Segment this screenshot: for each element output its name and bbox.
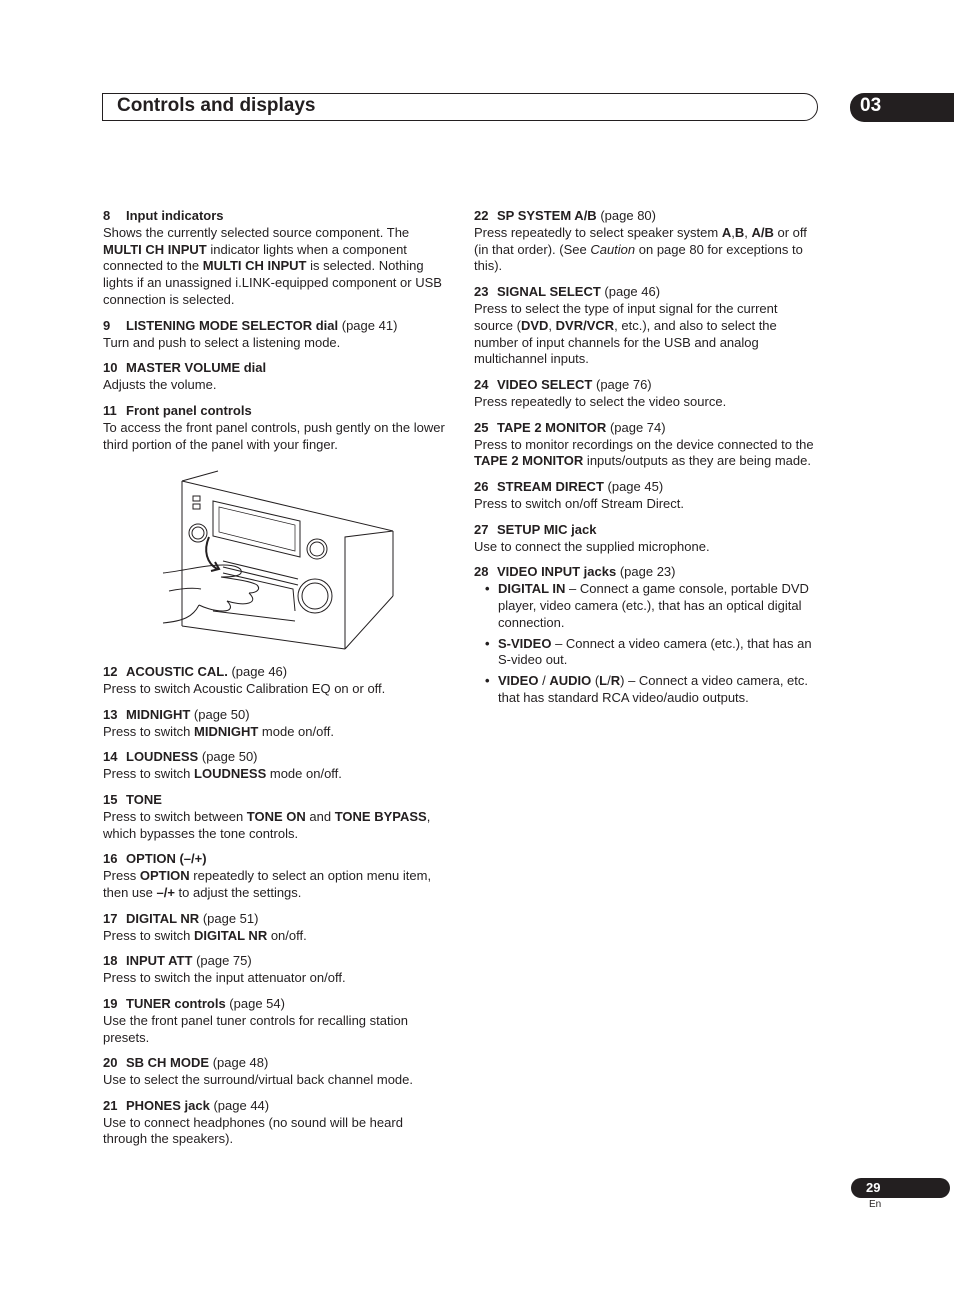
text: (: [591, 673, 600, 689]
bold-term: MULTI CH INPUT: [202, 258, 307, 274]
text: ,: [548, 317, 556, 333]
text: Press to switch: [103, 766, 195, 782]
text: on/off.: [267, 927, 307, 943]
item-title: INPUT ATT: [126, 953, 193, 969]
text: Press to monitor recordings on the device connected to the: [474, 436, 814, 452]
item-description: To access the front panel controls, push gently on the lower third portion of the panel with your finger.: [103, 419, 445, 452]
item-title: Input indicators: [126, 208, 224, 223]
item-12: [103, 664, 449, 698]
item-title: VIDEO INPUT jacks: [497, 564, 617, 580]
item-number: 28: [474, 564, 489, 580]
right-column: [474, 208, 820, 716]
text: ,: [744, 224, 752, 240]
item-10: [103, 360, 449, 394]
item-heading: [103, 749, 449, 766]
item-description: [474, 301, 820, 368]
item-heading: [474, 208, 820, 225]
text: Press repeatedly to select speaker system: [474, 224, 722, 240]
item-8: [103, 208, 449, 309]
text: indicator lights when a component connected to the: [103, 241, 407, 274]
page-number: 29: [866, 1180, 881, 1195]
item-number: 12: [103, 664, 118, 680]
text: repeatedly to select an option menu item, then use: [103, 868, 432, 900]
text: , etc.), and also to select the number of input channels for the USB and analog multichannel inputs.: [474, 317, 777, 367]
item-description: Use the front panel tuner controls for recalling station presets.: [103, 1012, 408, 1045]
item-number: 26: [474, 479, 489, 495]
text: mode on/off.: [258, 723, 334, 739]
text: – Connect a game console, portable DVD player, video camera (etc.), that has an optical digital connection.: [498, 581, 809, 630]
bold-term: AUDIO: [549, 673, 592, 689]
item-number: 17: [103, 910, 118, 926]
item-heading: [103, 707, 449, 724]
item-heading: [103, 911, 449, 928]
item-14: [103, 749, 449, 783]
chapter-number: 03: [860, 95, 882, 116]
text: on page 80 for exceptions to this).: [474, 241, 803, 274]
item-title: VIDEO SELECT: [497, 377, 593, 393]
item-description: [103, 868, 449, 902]
page-reference: (page 75): [196, 953, 252, 969]
item-description: [103, 928, 449, 945]
italic-term: Caution: [590, 241, 636, 257]
item-26: [474, 479, 820, 513]
item-title: Front panel controls: [126, 402, 252, 418]
item-heading: [103, 996, 449, 1013]
item-heading: [103, 664, 449, 681]
item-heading: [103, 208, 449, 225]
item-description: [103, 809, 449, 843]
item-20: [103, 1055, 449, 1089]
item-heading: [474, 420, 820, 437]
item-number: 15: [103, 791, 118, 807]
item-heading: [103, 360, 449, 377]
item-heading: [474, 522, 820, 539]
item-11: [103, 403, 449, 453]
item-number: 20: [103, 1055, 118, 1071]
bullet-icon: •: [485, 635, 490, 651]
item-28: [474, 564, 820, 706]
item-heading: [103, 1055, 449, 1072]
item-title: SP SYSTEM A/B: [497, 208, 597, 223]
item-description: Turn and push to select a listening mode.: [103, 334, 341, 350]
item-description: [103, 724, 449, 741]
text: or off (in that order). (See: [474, 224, 807, 257]
text: ,: [731, 224, 735, 240]
item-description: Use to select the surround/virtual back channel mode.: [103, 1072, 414, 1088]
bold-term: DIGITAL IN: [498, 581, 566, 597]
text: Press to switch: [103, 927, 195, 943]
list-item: [474, 673, 820, 707]
bold-term: A/B: [751, 224, 774, 240]
item-title: LISTENING MODE SELECTOR dial: [126, 317, 339, 333]
bold-term: DVD: [520, 317, 549, 333]
item-number: 11: [103, 402, 117, 418]
item-23: [474, 284, 820, 368]
item-15: [103, 792, 449, 842]
item-9: [103, 318, 449, 352]
item-title: DIGITAL NR: [126, 910, 200, 926]
item-heading: [474, 479, 820, 496]
item-22: [474, 208, 820, 275]
text: Press to switch between: [103, 808, 247, 824]
item-title: MIDNIGHT: [126, 706, 191, 722]
text: Press: [103, 868, 140, 884]
language-label: En: [869, 1199, 882, 1210]
page-reference: (page 48): [212, 1055, 269, 1071]
item-19: [103, 996, 449, 1046]
item-description: Press to switch on/off Stream Direct.: [474, 495, 684, 511]
text: – Connect a video camera (etc.), that has an S-video out.: [498, 635, 812, 668]
item-17: [103, 911, 449, 945]
item-number: 21: [103, 1097, 118, 1113]
page-reference: (page 80): [600, 208, 656, 223]
item-24: [474, 377, 820, 411]
item-description: Press repeatedly to select the video source.: [474, 393, 727, 409]
item-title: SETUP MIC jack: [497, 521, 597, 537]
text: is selected. Nothing lights if an unassigned i.LINK-equipped component or USB connection is selected.: [103, 258, 442, 307]
item-27: [474, 522, 820, 556]
item-title: ACOUSTIC CAL.: [126, 664, 228, 680]
page-reference: (page 76): [595, 377, 652, 393]
page-title: Controls and displays: [117, 95, 316, 116]
bold-term: TAPE 2 MONITOR: [474, 453, 584, 469]
left-column: [103, 208, 449, 1157]
page-reference: (page 51): [202, 910, 259, 926]
item-number: 10: [103, 360, 118, 376]
text: Shows the currently selected source component. The: [103, 224, 410, 240]
item-number: 8: [103, 208, 111, 223]
item-description: Use to connect headphones (no sound will be heard through the speakers).: [103, 1114, 403, 1147]
item-number: 16: [103, 851, 118, 867]
item-number: 14: [103, 749, 118, 765]
bullet-icon: •: [485, 673, 490, 689]
text: to adjust the settings.: [174, 884, 302, 900]
bold-term: DVR/VCR: [555, 317, 615, 333]
page-reference: (page 50): [201, 749, 258, 765]
list-item: [474, 581, 820, 631]
item-heading: [103, 953, 449, 970]
item-title: TUNER controls: [126, 995, 226, 1011]
text: Press to select the type of input signal for the current source (: [474, 300, 778, 333]
bold-term: B: [734, 224, 745, 240]
item-heading: [103, 792, 449, 809]
text: and: [305, 808, 335, 824]
bold-term: VIDEO: [498, 673, 539, 689]
item-number: 13: [103, 706, 118, 722]
item-title: SIGNAL SELECT: [497, 284, 601, 300]
page-reference: (page 45): [607, 479, 664, 495]
item-heading: [474, 377, 820, 394]
page-reference: (page 46): [604, 284, 661, 300]
item-number: 24: [474, 377, 489, 393]
text: /: [607, 673, 611, 689]
bold-term: R: [610, 673, 621, 689]
item-heading: [103, 851, 449, 868]
item-21: [103, 1098, 449, 1148]
item-heading: [103, 318, 449, 335]
item-title: PHONES jack: [126, 1097, 210, 1113]
item-18: [103, 953, 449, 987]
bold-term: –/+: [156, 884, 175, 900]
item-description: [103, 766, 449, 783]
item-description: Use to connect the supplied microphone.: [474, 538, 710, 554]
bold-term: DIGITAL NR: [194, 927, 268, 943]
bold-term: L: [599, 673, 608, 689]
bold-term: A: [721, 224, 732, 240]
item-number: 27: [474, 521, 489, 537]
text: /: [538, 673, 550, 689]
item-title: TONE: [126, 791, 162, 807]
text: inputs/outputs as they are being made.: [583, 453, 811, 469]
page-reference: (page 74): [609, 419, 666, 435]
item-description: [474, 225, 820, 275]
bold-term: MIDNIGHT: [194, 723, 259, 739]
item-number: 9: [103, 317, 111, 333]
item-number: 18: [103, 953, 118, 969]
text: Press to switch: [103, 723, 195, 739]
item-description: Press to switch Acoustic Calibration EQ on or off.: [103, 680, 386, 696]
bold-term: MULTI CH INPUT: [103, 241, 207, 257]
page-reference: (page 50): [193, 706, 250, 722]
item-number: 19: [103, 995, 118, 1011]
bold-term: TONE ON: [246, 808, 306, 824]
item-title: STREAM DIRECT: [497, 479, 604, 495]
bold-term: S-VIDEO: [498, 635, 552, 651]
item-16: [103, 851, 449, 901]
text: , which bypasses the tone controls.: [103, 808, 431, 841]
page-reference: (page 41): [341, 317, 398, 333]
bold-term: OPTION: [139, 868, 190, 884]
text: ) – Connect a video camera, etc. that has standard RCA video/audio outputs.: [498, 673, 808, 705]
item-title: TAPE 2 MONITOR: [497, 419, 607, 435]
item-title: OPTION (–/+): [126, 851, 207, 867]
bullet-list: [474, 581, 820, 707]
item-heading: [474, 564, 820, 581]
item-description: Press to switch the input attenuator on/off.: [103, 970, 346, 986]
page-reference: (page 44): [213, 1097, 270, 1113]
item-heading: [103, 1098, 449, 1115]
item-number: 22: [474, 208, 489, 223]
page-reference: (page 54): [229, 995, 285, 1011]
bullet-icon: •: [485, 581, 490, 597]
item-title: LOUDNESS: [126, 749, 199, 765]
item-title: SB CH MODE: [126, 1055, 210, 1071]
item-number: 25: [474, 419, 489, 435]
item-13: [103, 707, 449, 741]
front-panel-illustration: [103, 461, 449, 651]
bold-term: LOUDNESS: [194, 766, 267, 782]
item-heading: [103, 403, 449, 420]
item-number: 23: [474, 284, 489, 300]
item-description: [103, 225, 449, 309]
item-description: Adjusts the volume.: [103, 377, 217, 393]
list-item: [474, 636, 820, 670]
item-25: [474, 420, 820, 470]
bold-term: TONE BYPASS: [334, 808, 427, 824]
page-reference: (page 46): [231, 664, 288, 680]
page-reference: (page 23): [619, 564, 676, 580]
item-title: MASTER VOLUME dial: [126, 360, 267, 376]
item-description: [474, 437, 820, 471]
text: mode on/off.: [266, 766, 342, 782]
item-heading: [474, 284, 820, 301]
